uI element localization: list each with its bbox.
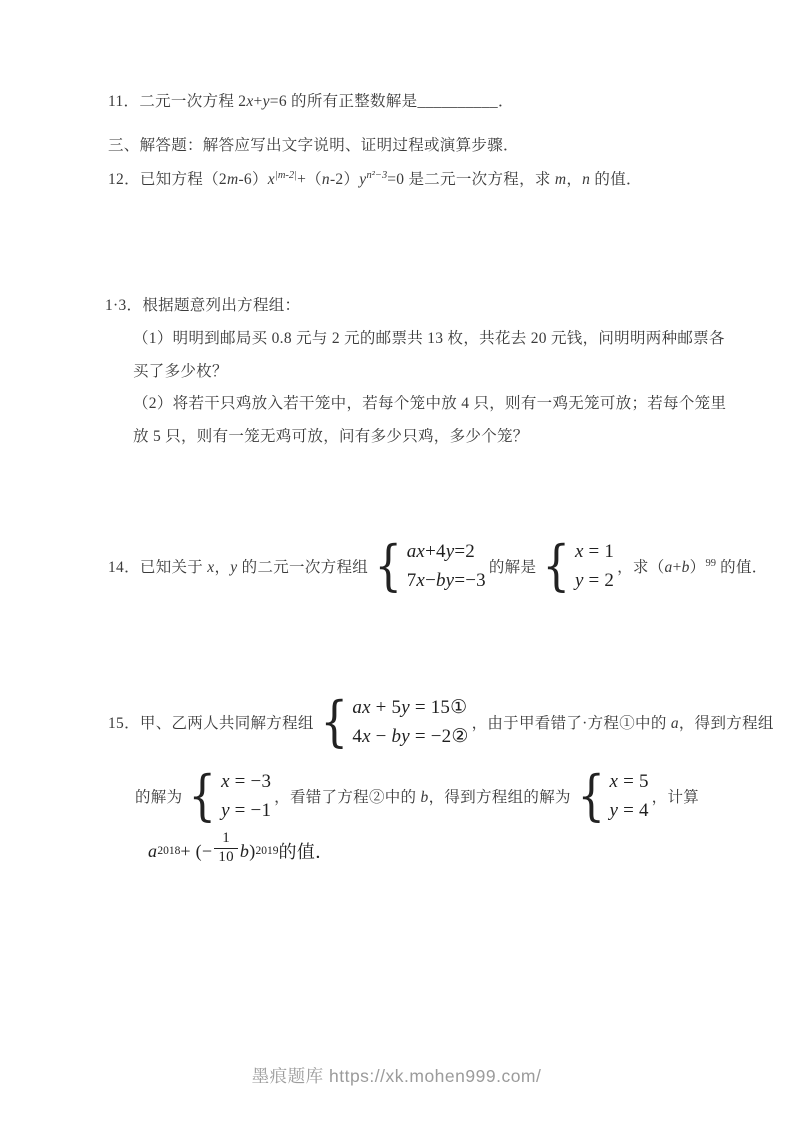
question-13-part2: （2）将若干只鸡放入若干笼中，若每个笼中放 4 只，则有一鸡无笼可放；若每个笼里 [133, 395, 727, 412]
q15-solution-a-x: x = −3 [221, 770, 272, 792]
q14-solution-y: y = 2 [574, 569, 615, 591]
question-13-part1: （1）明明到邮局买 0.8 元与 2 元的邮票共 13 枚，共花去 20 元钱，问明明两种邮票各 [133, 330, 725, 347]
q14-system-rows [407, 541, 486, 592]
q15-solution-b-y: y = 4 [609, 799, 649, 821]
question-14 [108, 533, 768, 599]
section-3-heading: 三、解答题：解答应写出文字说明、证明过程或演算步骤． [108, 137, 519, 154]
q15-text-after-system: ，由于甲看错了·方程①中的 a，得到方程组 [471, 715, 774, 732]
left-brace: { [577, 764, 606, 827]
q14-mid-text: 的解是 [488, 559, 537, 576]
q15-system-original [317, 690, 469, 753]
question-13-title: 1·3．根据题意列出方程组： [105, 297, 301, 314]
q15-solution-a-label: 的解为 [135, 789, 183, 806]
q14-question-text: ，求$(a+b)^{99}$ 的值． [617, 558, 768, 576]
left-brace: { [542, 534, 571, 597]
q15-solution-a-rows [221, 771, 271, 822]
question-13-part2-cont: 放 5 只，则有一笼无鸡可放，问有多少只鸡，多少个笼？ [133, 428, 529, 445]
question-12: 12．已知方程$(2m-6)x^{|m-2|}+(n-2)y^{n^2-3}=0$ 是二元一次方程，求 m，n 的值． [108, 170, 642, 188]
left-brace: { [320, 690, 348, 753]
q15-mid-text: ，看错了方程②中的 b，得到方程组的解为 [274, 789, 571, 806]
footer-link[interactable]: 墨痕题库 https://xk.mohen999.com/ [251, 1066, 542, 1086]
left-brace: { [188, 764, 217, 827]
q14-equation-2: 7x−by=−3 [406, 569, 486, 591]
question-15-line-1 [108, 689, 774, 755]
question-15-line-2 [135, 763, 699, 829]
question-13-part1-cont: 买了多少枚？ [133, 363, 228, 380]
q14-equation-1: ax+4y=2 [406, 540, 475, 562]
q15-solution-b-x: x = 5 [609, 770, 649, 792]
left-brace: { [374, 534, 403, 597]
q14-intro: 14．已知关于 x，y 的二元一次方程组 [108, 559, 369, 576]
question-11: 11．二元一次方程 2x+y=6 的所有正整数解是__________． [108, 93, 514, 110]
q15-solution-b [574, 764, 649, 827]
q15-equation-2: 4x − by = −2② [352, 725, 469, 747]
q15-solution-a-y: y = −1 [221, 799, 272, 821]
footer [0, 1063, 793, 1088]
q14-solution-x: x = 1 [574, 540, 615, 562]
question-15-expression: a 2018 + (− $\frac{1}{10}$ b ) 2019 的值． [148, 830, 334, 865]
q15-intro: 15．甲、乙两人共同解方程组 [108, 715, 314, 732]
q15-solution-a [185, 764, 272, 827]
q14-system-solution [539, 534, 615, 597]
q15-solution-b-rows [609, 771, 648, 822]
q14-solution-rows [575, 541, 614, 592]
q15-equation-1: ax + 5y = 15① [352, 696, 468, 718]
q15-compute-label: ，计算 [651, 789, 700, 806]
q14-system-coefficients [371, 534, 486, 597]
q15-system-rows [352, 697, 468, 748]
